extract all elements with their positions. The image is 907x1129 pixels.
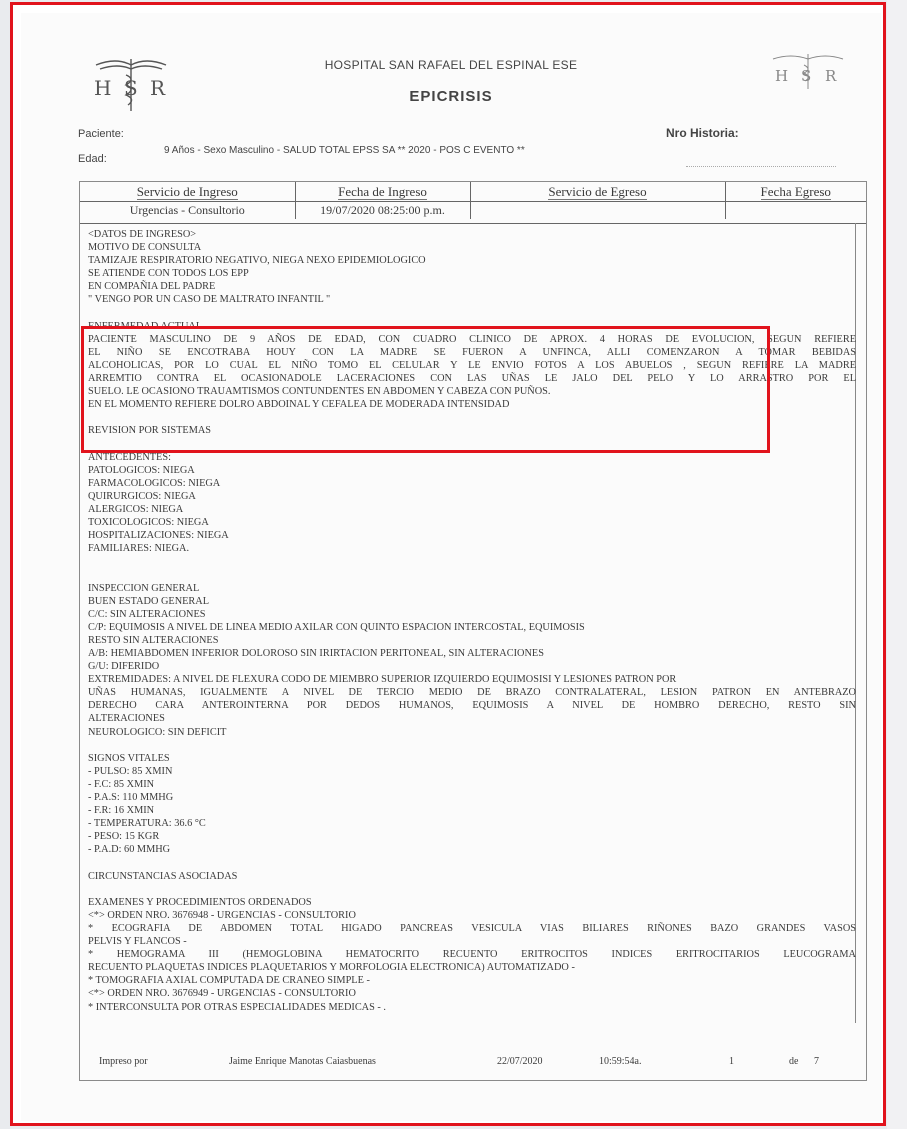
blank-line <box>88 883 856 896</box>
patient-label: Paciente: <box>78 128 124 140</box>
note-line: PACIENTE MASCULINO DE 9 AÑOS DE EDAD, CON CUADRO CLINICO DE APROX. 4 HORAS DE EVOLUCION, SEGUN REFIERE <box>88 333 856 345</box>
note-line: * TOMOGRAFIA AXIAL COMPUTADA DE CRANEO SIMPLE - <box>88 975 370 987</box>
note-line: FAMILIARES: NIEGA. <box>88 543 190 555</box>
note-line: TOXICOLOGICOS: NIEGA <box>88 517 209 529</box>
note-line: <*> ORDEN NRO. 3676948 - URGENCIAS - CONSULTORIO <box>88 909 356 921</box>
cell-servicio-egreso <box>470 202 725 220</box>
page-of-label: de <box>789 1056 799 1067</box>
note-line: * HEMOGRAMA III (HEMOGLOBINA HEMATOCRITO RECUENTO ERITROCITOS INDICES ERITROCITARIOS LEUCOGRAMA <box>88 949 856 961</box>
note-line: <*> ORDEN NRO. 3676949 - URGENCIAS - CONSULTORIO <box>88 988 356 1000</box>
note-line: A/B: HEMIABDOMEN INFERIOR DOLOROSO SIN IRIRTACION PERITONEAL, SIN ALTERACIONES <box>88 648 544 659</box>
note-line: NEUROLOGICO: SIN DEFICIT <box>88 726 227 738</box>
blank-line <box>88 857 856 870</box>
note-line: ARREMTIO CONTRA EL OCASIONADOLE LACERACIONES CON LAS UÑAS LE JALO DEL PELO Y LO ARRASTRO POR EL <box>88 373 856 385</box>
note-line: ANTECEDENTES: <box>88 451 171 463</box>
note-line: ALCOHOLICAS, POR LO CUAL EL NIÑO TOMO EL CELULAR Y LE ENVIO FOTOS A LOS ABUELOS , SEGUN REFIERE LA MADRE <box>88 359 856 371</box>
note-line: EN EL MOMENTO REFIERE DOLRO ABDOINAL Y CEFALEA DE MODERADA INTENSIDAD <box>88 399 510 411</box>
logo-right-letter-r: R <box>825 67 837 85</box>
cell-servicio-ingreso: Urgencias - Consultorio <box>80 202 295 220</box>
note-line: UÑAS HUMANAS, IGUALMENTE A NIVEL DE TERCIO MEDIO DE BRAZO CONTRALATERAL, LESION PATRON EN ANTEBRAZO <box>88 687 856 699</box>
blank-line <box>88 739 856 752</box>
note-line: - P.A.S: 110 MMHG <box>88 792 174 804</box>
logo-left-letter-r: R <box>150 76 166 100</box>
print-time: 10:59:54a. <box>599 1056 642 1067</box>
header-servicio-ingreso: Servicio de Ingreso <box>80 182 295 202</box>
note-line: CIRCUNSTANCIAS ASOCIADAS <box>88 870 238 882</box>
note-line: DERECHO CARA ANTEROINTERNA POR DEDOS HUMANOS, EQUIMOSIS A NIVEL DE HOMBRO DERECHO, RESTO SIN <box>88 700 856 712</box>
blank-line <box>88 555 856 568</box>
note-line: ALERGICOS: NIEGA <box>88 503 184 515</box>
admission-table-header-row <box>80 182 866 202</box>
note-line: EN COMPAÑIA DEL PADRE <box>88 281 216 293</box>
note-line: QUIRURGICOS: NIEGA <box>88 490 196 502</box>
note-line: TAMIZAJE RESPIRATORIO NEGATIVO, NIEGA NEXO EPIDEMIOLOGICO <box>88 255 426 267</box>
logo-right-letter-s: S <box>801 67 812 85</box>
note-line: C/P: EQUIMOSIS A NIVEL DE LINEA MEDIO AXILAR CON QUINTO ESPACION INTERCOSTAL, EQUIMOSIS <box>88 621 585 633</box>
note-line: - F.R: 16 XMIN <box>88 805 155 817</box>
note-line: INSPECCION GENERAL <box>88 582 200 594</box>
total-pages: 7 <box>814 1056 819 1067</box>
note-line: EL NIÑO SE ENCOTRABA HOUY CON LA MADRE SE FUERON A UNFINCA, ALLI COMENZARON A TOMAR BEBIDAS <box>88 346 856 358</box>
note-line: G/U: DIFERIDO <box>88 661 160 673</box>
history-number-underline <box>686 166 836 167</box>
note-line: - F.C: 85 XMIN <box>88 778 155 790</box>
table-bottom-divider <box>80 223 866 224</box>
note-line: PELVIS Y FLANCOS - <box>88 936 187 948</box>
age-label: Edad: <box>78 153 107 165</box>
printed-by-label: Impreso por <box>99 1056 148 1067</box>
note-line: - TEMPERATURA: 36.6 °C <box>88 818 206 830</box>
note-line: RECUENTO PLAQUETAS INDICES PLAQUETARIOS Y MORFOLOGIA ELECTRONICA) AUTOMATIZADO - <box>88 962 575 974</box>
scanned-document-page <box>21 13 881 1121</box>
note-line: - PULSO: 85 XMIN <box>88 765 173 777</box>
admission-table <box>80 182 866 219</box>
hospital-name: HOSPITAL SAN RAFAEL DEL ESPINAL ESE <box>324 58 578 72</box>
logo-right-letter-h: H <box>775 67 789 85</box>
header-fecha-ingreso: Fecha de Ingreso <box>295 182 470 202</box>
note-line: ALTERACIONES <box>88 713 165 725</box>
logo-left-letter-s: S <box>124 76 138 100</box>
note-line: C/C: SIN ALTERACIONES <box>88 608 206 620</box>
note-line: EXTREMIDADES: A NIVEL DE FLEXURA CODO DE MIEMBRO SUPERIOR IZQUIERDO EQUIMOSISI Y LESIONES PATRON POR <box>88 674 677 686</box>
page-number: 1 <box>729 1056 734 1067</box>
note-line: SUELO. LE OCASIONO TRAUAMTISMOS CONTUNDENTES EN ABDOMEN Y CABEZA CON PUÑOS. <box>88 386 551 398</box>
header-servicio-egreso: Servicio de Egreso <box>470 182 725 202</box>
history-number-label: Nro Historia: <box>666 126 739 140</box>
note-line: BUEN ESTADO GENERAL <box>88 595 210 607</box>
age-sex-insurance-value: 9 Años - Sexo Masculino - SALUD TOTAL EPSS SA ** 2020 - POS C EVENTO ** <box>164 145 525 156</box>
document-highlight-frame <box>10 2 886 1126</box>
note-line: EXAMENES Y PROCEDIMIENTOS ORDENADOS <box>88 896 312 908</box>
note-line: * ECOGRAFIA DE ABDOMEN TOTAL HIGADO PANCREAS VESICULA VIAS BILIARES RIÑONES BAZO GRANDES VASOS <box>88 922 856 934</box>
document-title: EPICRISIS <box>409 88 493 105</box>
note-line: <DATOS DE INGRESO> <box>88 229 197 240</box>
print-date: 22/07/2020 <box>497 1056 543 1067</box>
current-illness-highlight-box <box>81 326 770 453</box>
note-line: MOTIVO DE CONSULTA <box>88 242 202 254</box>
note-line: - P.A.D: 60 MMHG <box>88 844 171 856</box>
cell-fecha-egreso <box>725 202 866 220</box>
cell-fecha-ingreso: 19/07/2020 08:25:00 p.m. <box>295 202 470 220</box>
blank-line <box>88 307 856 320</box>
admission-table-row <box>80 202 866 220</box>
logo-left-letter-h: H <box>94 76 112 100</box>
note-line: - PESO: 15 KGR <box>88 831 160 843</box>
header-fecha-egreso: Fecha Egreso <box>725 182 866 202</box>
note-line: REVISION POR SISTEMAS <box>88 425 212 437</box>
epicrisis-content-box <box>79 181 867 1081</box>
note-line: ENFERMEDAD ACTUAL <box>88 320 203 332</box>
note-line: FARMACOLOGICOS: NIEGA <box>88 477 221 489</box>
note-line: PATOLOGICOS: NIEGA <box>88 464 195 476</box>
note-line: * INTERCONSULTA POR OTRAS ESPECIALIDADES MEDICAS - . <box>88 1001 387 1013</box>
blank-line <box>88 568 856 581</box>
note-line: SE ATIENDE CON TODOS LOS EPP <box>88 268 249 280</box>
note-line: SIGNOS VITALES <box>88 752 170 764</box>
note-line: " VENGO POR UN CASO DE MALTRATO INFANTIL " <box>88 294 331 306</box>
note-line: RESTO SIN ALTERACIONES <box>88 634 219 646</box>
printed-by-name: Jaime Enrique Manotas Caiasbuenas <box>229 1056 376 1067</box>
note-line: HOSPITALIZACIONES: NIEGA <box>88 530 229 542</box>
scrollbar-track[interactable] <box>887 0 907 1129</box>
